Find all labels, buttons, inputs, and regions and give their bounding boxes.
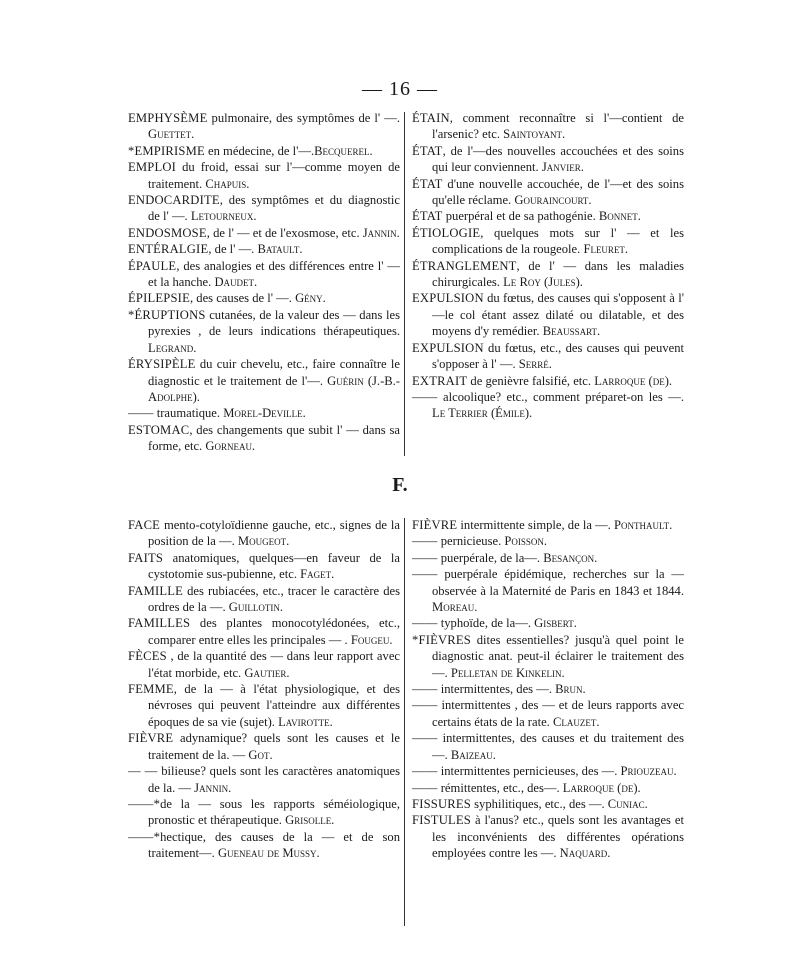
entry-headword: FAITS [128, 550, 164, 565]
entry-author: Besançon. [543, 550, 598, 565]
entry-headword: FIÈVRE [412, 518, 458, 532]
entry-author: Legrand. [148, 340, 197, 355]
index-entry [412, 812, 684, 861]
entry-author: Mougeot. [237, 534, 290, 549]
entry-text: syphilitiques, etc., des —. [471, 796, 608, 811]
index-entry [412, 730, 684, 763]
index-entry [412, 143, 684, 176]
column-top-right [412, 110, 684, 422]
entry-author: Gorneau. [205, 439, 256, 454]
entry-text: anatomiques, quelques—en faveur de la cystotomie sus-pubienne, etc. [148, 550, 400, 582]
entry-text: , comment reconnaître si l'—contient de l'arsenic? etc. [432, 111, 684, 142]
index-entry [128, 258, 400, 291]
entry-text: , de l' — dans les maladies chirurgicales. [432, 258, 684, 290]
index-entry [412, 176, 684, 209]
entry-headword: *FIÈVRES [412, 632, 471, 647]
entry-author: Le Roy (Jules). [503, 275, 583, 290]
entry-author: Poisson. [504, 534, 548, 549]
entry-author: Batault. [257, 242, 303, 257]
entry-text: intermittentes, des causes et du traitement des —. [432, 731, 684, 762]
entry-headword: FAMILLE [128, 583, 184, 598]
entry-text: du fœtus, des causes qui s'opposent à l' —le col étant assez dilaté ou dilatable, et des moyens d'y remédier. [432, 291, 684, 339]
entry-author: Saintoyant. [503, 127, 566, 142]
index-entry [128, 648, 400, 681]
entry-headword: —— [412, 534, 438, 549]
index-entry [128, 730, 400, 763]
entry-headword: ÉPAULE [128, 258, 177, 273]
index-entry [128, 290, 400, 306]
column-top-left [128, 110, 400, 455]
index-entry [412, 566, 684, 615]
entry-headword: ENTÉRALGIE [128, 242, 209, 257]
index-entry [412, 208, 684, 224]
entry-headword: —— [412, 698, 438, 713]
index-entry [412, 697, 684, 730]
index-entry [128, 796, 400, 829]
entry-headword: ESTOMAC [128, 422, 190, 437]
index-entry [412, 632, 684, 681]
entry-headword: ÉPILEPSIE [128, 291, 190, 306]
column-bottom-right [412, 517, 684, 862]
entry-headword: *ÉRUPTIONS [128, 307, 206, 322]
entry-text: , de l' — et de l'exosmose, etc. [206, 225, 363, 240]
entry-headword: —— [412, 731, 438, 746]
index-entry [128, 241, 400, 257]
entry-headword: EXPULSION [412, 291, 484, 306]
entry-author: Got. [248, 747, 273, 762]
entry-text: pulmonaire, des symptômes de l' —. [207, 111, 400, 125]
entry-text: , de la — à l'état physiologique, et des névroses qui peuvent l'atteindre aux différentes époques de sa vie (sujet). [148, 682, 400, 729]
entry-headword: ÉTAT [412, 176, 443, 191]
entry-text: , des symptômes et du diagnostic de l' —. [148, 193, 400, 224]
entry-headword: ÉTAT [412, 209, 443, 224]
entry-headword: ÉRYSIPÈLE [128, 357, 196, 372]
entry-text: puerpérale, de la—. [437, 550, 544, 565]
entry-headword: ÉTIOLOGIE [412, 225, 481, 240]
entry-text: de la — sous les rapports séméiologique, pronostic et thérapeutique. [148, 796, 400, 828]
entry-headword: — — [128, 764, 158, 779]
entry-text: bilieuse? quels sont les caractères anatomiques de la. — [148, 764, 401, 795]
entry-text: , des causes de l' —. [189, 291, 296, 306]
entry-headword: —— [412, 550, 438, 565]
entry-author: Baizeau. [450, 747, 496, 762]
entry-text: des plantes monocotylédonées, etc., comparer entre elles les principales — . [148, 616, 400, 647]
entry-headword: —— [412, 682, 438, 697]
entry-headword: —— [412, 389, 438, 404]
column-bottom-left [128, 517, 400, 862]
index-entry [412, 373, 684, 389]
entry-text: dites essentielles? jusqu'à quel point le diagnostic anat. peut-il éclairer le traitement des—. [432, 632, 684, 680]
entry-text: du cuir chevelu, etc., faire connaître le diagnostic et le traitement de l'—. [148, 357, 400, 388]
entry-headword: EXPULSION [412, 340, 484, 355]
index-entry [128, 192, 400, 225]
entry-text: , de l' —. [208, 242, 258, 257]
entry-headword: EMPHYSÈME [128, 111, 208, 125]
entry-headword: FACE [128, 518, 161, 532]
entry-headword: FAMILLES [128, 616, 191, 631]
index-entry [412, 225, 684, 258]
entry-text: , quelques mots sur l' — et les complications de la rougeole. [432, 225, 684, 257]
entry-author: Gautier. [244, 665, 290, 680]
entry-author: Beaussart. [542, 324, 601, 339]
entry-text: intermittentes pernicieuses, des —. [437, 764, 621, 779]
entry-text: de genièvre falsifié, etc. [467, 373, 595, 388]
entry-author: Morel-Deville. [223, 406, 306, 421]
entry-text: en médecine, de l'—. [204, 143, 315, 158]
index-entry [128, 356, 400, 405]
index-entry [128, 110, 400, 143]
entry-author: Jannin. [362, 225, 400, 240]
entry-headword: FISTULES [412, 813, 471, 828]
entry-headword: ÉTAIN [412, 111, 450, 125]
entry-author: Letourneux. [190, 209, 257, 224]
entry-headword: ÉTAT [412, 143, 443, 158]
index-entry [128, 143, 400, 159]
entry-headword: FIÈVRE [128, 731, 174, 746]
entry-text: traumatique. [153, 406, 224, 421]
entry-headword: —— [128, 406, 154, 421]
index-entry [412, 517, 684, 533]
index-entry [128, 583, 400, 616]
entry-headword: FISSURES [412, 796, 471, 811]
index-entry [128, 422, 400, 455]
entry-text: du froid, essai sur l'—comme moyen de traitement. [148, 160, 400, 191]
index-entry [128, 763, 400, 796]
entry-headword: ÉTRANGLEMENT [412, 258, 517, 273]
index-entry [128, 225, 400, 241]
entry-text: intermittentes, des —. [437, 682, 556, 697]
index-entry [128, 615, 400, 648]
index-entry [412, 340, 684, 373]
entry-author: Pelletan de Kinkelin. [450, 665, 565, 680]
entry-headword: —— [412, 764, 438, 779]
entry-text: pernicieuse. [437, 534, 505, 549]
entry-text: mento-cotyloïdienne gauche, etc., signes de la position de la —. [148, 518, 400, 549]
entry-text: adynamique? quels sont les causes et le traitement de la. — [148, 731, 400, 762]
entry-author: Lavirotte. [278, 714, 333, 729]
index-entry [128, 550, 400, 583]
entry-text: typhoïde, de la—. [437, 616, 535, 631]
entry-text: , des changements que subit l' — dans sa forme, etc. [148, 422, 400, 454]
entry-text: intermittentes , des — et de leurs rapports avec certains états de la rate. [432, 698, 684, 729]
entry-text: intermittente simple, de la —. [457, 518, 614, 532]
entry-text: , des analogies et des différences entre l' — et la hanche. [148, 258, 400, 290]
entry-text: , de l'—des nouvelles accouchées et des soins qui leur conviennent. [432, 143, 684, 175]
section-letter: F. [392, 474, 408, 496]
index-entry [412, 763, 684, 779]
index-entry [412, 258, 684, 291]
index-entry [128, 405, 400, 421]
entry-author: Gény. [295, 291, 326, 306]
entry-text: rémittentes, etc., des—. [437, 780, 563, 795]
column-divider-bottom [404, 518, 405, 926]
index-entry [412, 681, 684, 697]
entry-headword: EMPLOI [128, 160, 177, 175]
entry-author: Guérin (J.-B.-Adolphe). [148, 373, 400, 404]
entry-text: à l'anus? etc., quels sont les avantages et les inconvénients des différentes opérations employées contre les —. [432, 813, 684, 861]
entry-headword: FÈCES [128, 649, 167, 664]
entry-author: Priouzeau. [620, 764, 677, 779]
entry-author: Cuniac. [607, 796, 648, 811]
entry-headword: —— [412, 616, 438, 631]
entry-author: Bonnet. [598, 209, 641, 224]
entry-headword: —— [412, 567, 438, 582]
entry-author: Fleuret. [583, 242, 629, 257]
entry-author: Serré. [518, 357, 552, 372]
index-entry [128, 829, 400, 862]
entry-author: Faget. [300, 567, 335, 582]
index-entry [128, 517, 400, 550]
entry-author: Larroque (de). [562, 780, 641, 795]
entry-author: Becquerel. [314, 143, 373, 158]
entry-text: , de la quantité des — dans leur rapport avec l'état morbide, etc. [148, 649, 400, 680]
entry-text: puerpérale épidémique, recherches sur la — observée à la Maternité de Paris en 1843 et 1844. [432, 567, 684, 598]
entry-author: Clauzet. [552, 714, 600, 729]
entry-author: Fougeu. [350, 632, 393, 647]
index-entry [128, 307, 400, 356]
entry-author: Naquard. [559, 846, 611, 861]
entry-author: Le Terrier (Émile). [432, 406, 533, 421]
entry-headword: ENDOSMOSE [128, 225, 207, 240]
entry-author: Jannin. [194, 780, 232, 795]
entry-text: hectique, des causes de la — et de son traitement—. [148, 829, 400, 861]
entry-text: puerpéral et de sa pathogénie. [442, 209, 599, 224]
index-entry [412, 290, 684, 339]
entry-headword: *EMPIRISME [128, 143, 205, 158]
entry-headword: ——* [128, 829, 161, 844]
entry-author: Janvier. [541, 160, 584, 175]
entry-author: Chapuis. [205, 176, 250, 191]
entry-author: Guillotin. [228, 600, 284, 615]
entry-text: cutanées, de la valeur des — dans les pyrexies , de leurs indications thérapeutiques. [148, 307, 400, 339]
entry-headword: ——* [128, 796, 161, 811]
entry-headword: —— [412, 780, 438, 795]
entry-author: Gueneau de Mussy. [217, 846, 320, 861]
entry-text: d'une nouvelle accouchée, de l'—et des soins qu'elle réclame. [432, 176, 684, 208]
entry-author: Gouraincourt. [514, 193, 592, 208]
entry-headword: FEMME [128, 682, 174, 697]
entry-author: Larroque (de). [594, 373, 673, 388]
entry-author: Daudet. [214, 275, 258, 290]
entry-text: des rubiacées, etc., tracer le caractère des ordres de la —. [148, 583, 400, 615]
index-entry [412, 796, 684, 812]
entry-headword: EXTRAIT [412, 373, 468, 388]
index-entry [412, 110, 684, 143]
entry-author: Moreau. [432, 600, 478, 615]
entry-author: Brun. [555, 682, 586, 697]
index-entry [128, 159, 400, 192]
index-entry [412, 550, 684, 566]
page-number: — 16 — [362, 78, 438, 100]
entry-author: Guettet. [148, 127, 195, 142]
column-divider-top [404, 112, 405, 456]
entry-author: Grisolle. [285, 813, 335, 828]
index-entry [412, 389, 684, 422]
entry-author: Gisbert. [534, 616, 577, 631]
index-entry [412, 533, 684, 549]
index-entry [412, 615, 684, 631]
index-entry [412, 780, 684, 796]
index-entry [128, 681, 400, 730]
entry-text: du fœtus, etc., des causes qui peuvent s'opposer à l' —. [432, 340, 684, 372]
entry-author: Ponthault. [613, 518, 673, 532]
entry-text: alcoolique? etc., comment préparet-on les —. [437, 389, 684, 404]
entry-headword: ENDOCARDITE [128, 193, 220, 208]
